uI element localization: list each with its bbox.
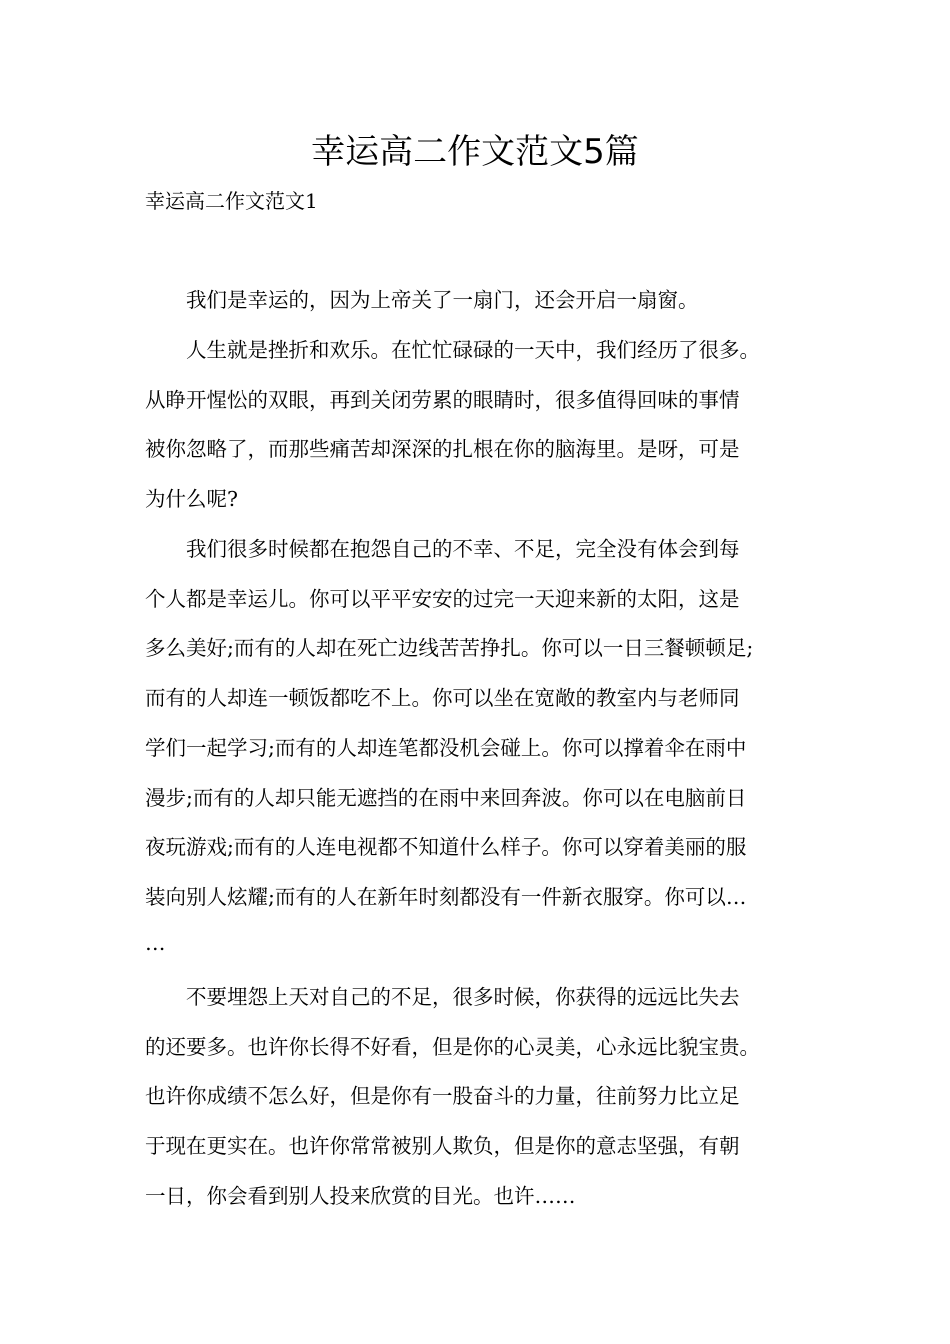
text-line: 于现在更实在。也许你常常被别人欺负，但是你的意志坚强，有朝 <box>145 1134 740 1158</box>
text-line: 我们是幸运的，因为上帝关了一扇门，还会开启一扇窗。 <box>145 288 699 312</box>
text-line: 人生就是挫折和欢乐。在忙忙碌碌的一天中，我们经历了很多。 <box>145 338 760 362</box>
text-line: 装向别人炫耀;而有的人在新年时刻都没有一件新衣服穿。你可以… <box>145 885 747 909</box>
text-line: 为什么呢? <box>145 487 238 511</box>
section-subtitle: 幸运高二作文范文1 <box>145 189 318 213</box>
text-line: 一日，你会看到别人投来欣赏的目光。也许…… <box>145 1184 576 1208</box>
text-line: 我们很多时候都在抱怨自己的不幸、不足，完全没有体会到每 <box>145 537 740 561</box>
text-line: 而有的人却连一顿饭都吃不上。你可以坐在宽敞的教室内与老师同 <box>145 686 740 710</box>
text-line: 的还要多。也许你长得不好看，但是你的心灵美，心永远比貌宝贵。 <box>145 1035 760 1059</box>
text-line: 漫步;而有的人却只能无遮挡的在雨中来回奔波。你可以在电脑前日 <box>145 786 747 810</box>
text-line: 多么美好;而有的人却在死亡边线苦苦挣扎。你可以一日三餐顿顿足; <box>145 636 754 660</box>
text-line: 也许你成绩不怎么好，但是你有一股奋斗的力量，往前努力比立足 <box>145 1084 740 1108</box>
text-line: 学们一起学习;而有的人却连笔都没机会碰上。你可以撑着伞在雨中 <box>145 736 747 760</box>
text-line: 夜玩游戏;而有的人连电视都不知道什么样子。你可以穿着美丽的服 <box>145 835 747 859</box>
text-line: … <box>145 931 166 955</box>
text-line: 不要埋怨上天对自己的不足，很多时候，你获得的远远比失去 <box>145 985 740 1009</box>
text-line: 被你忽略了，而那些痛苦却深深的扎根在你的脑海里。是呀，可是 <box>145 437 740 461</box>
page-title: 幸运高二作文范文5篇 <box>311 132 639 172</box>
text-line: 从睁开惺忪的双眼，再到关闭劳累的眼睛时，很多值得回味的事情 <box>145 388 740 412</box>
text-line: 个人都是幸运儿。你可以平平安安的过完一天迎来新的太阳，这是 <box>145 587 740 611</box>
